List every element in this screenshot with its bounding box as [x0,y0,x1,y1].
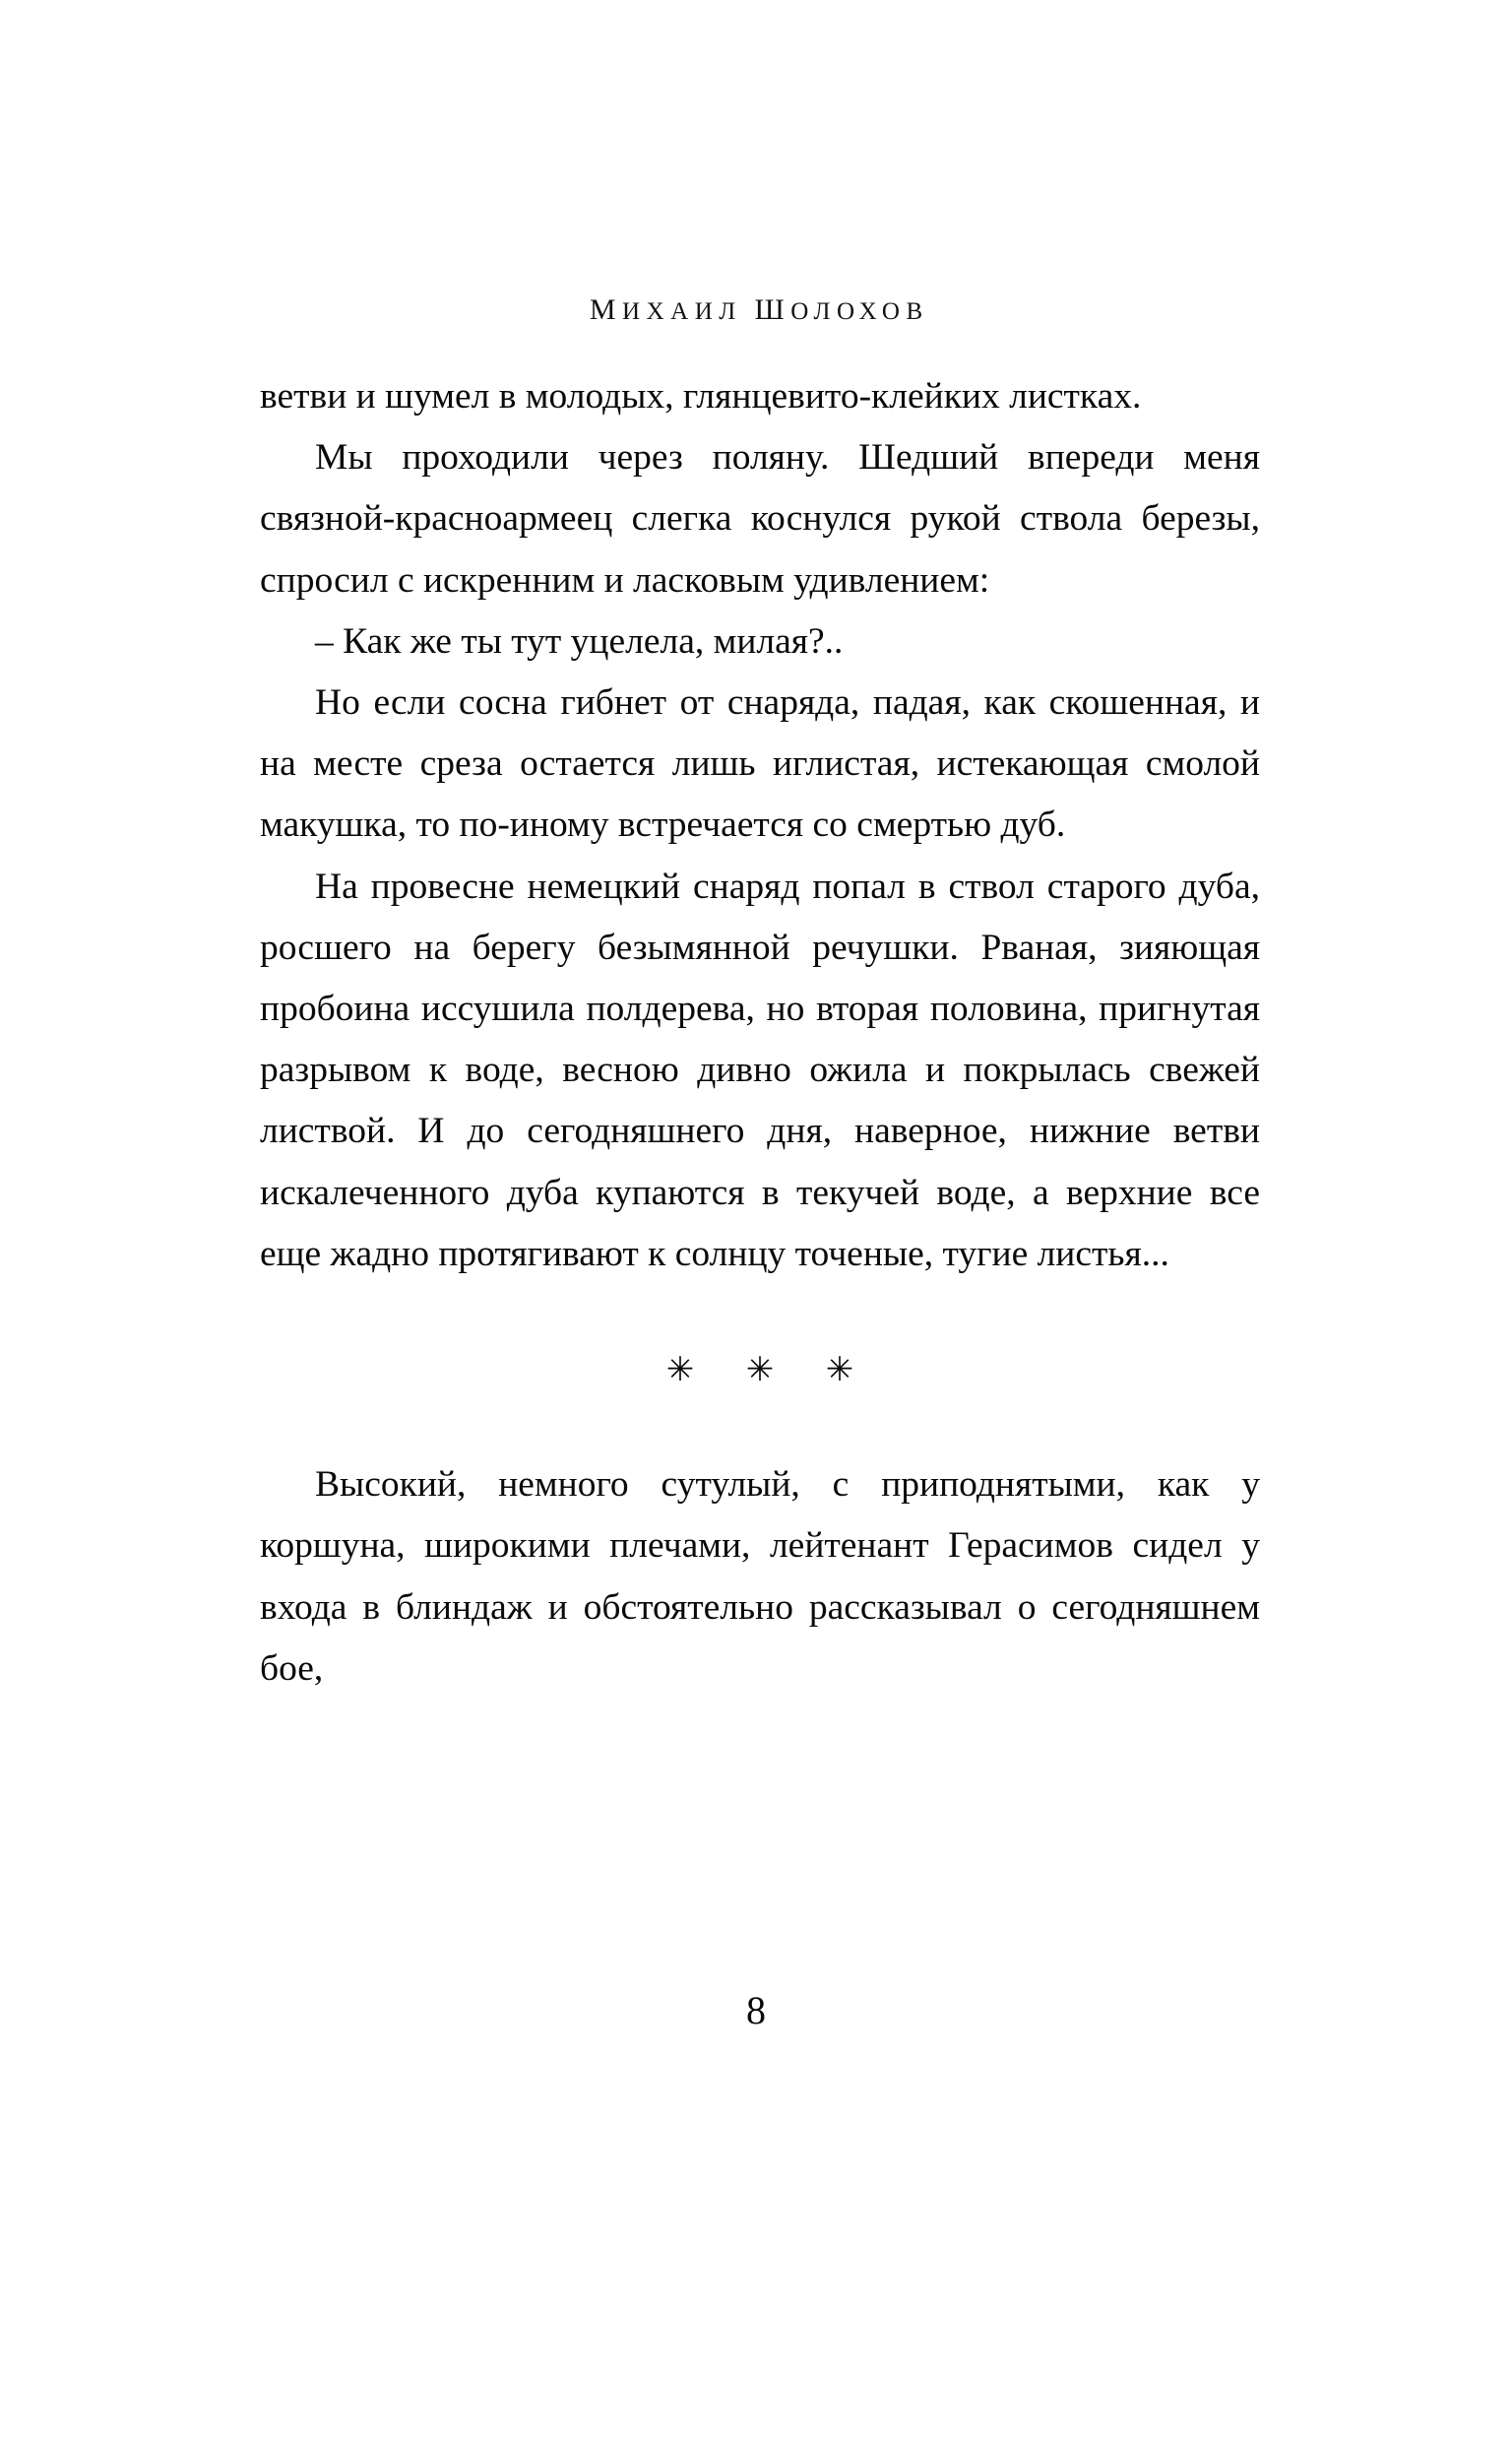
divider-space-above [260,1285,1260,1340]
text-column [260,366,1260,1700]
divider-space-below [260,1401,1260,1454]
paragraph-gerasimov: Высокий, немного сутулый, с приподнятыми, как у коршуна, широкими плечами, лейтенант Герасимов сидел у входа в блиндаж и обстоятельно рассказывал о сегодняшнем бое, [260,1464,1260,1689]
page-number: 8 [746,1988,766,2032]
paragraph-oak: На провесне немецкий снаряд попал в ствол старого дуба, росшего на берегу безымянной речушки. Рваная, зияющая пробоина иссушила полдерева, но вторая половина, пригнутая разрывом к воде, весною дивно ожила и покрылась свежей листвой. И до сегодняшнего дня, наверное, нижние ветви искалеченного дуба купаются в текучей воде, а верхние все еще жадно протягивают к солнцу точеные, тугие листья... [260,866,1260,1274]
running-head-text: МИХАИЛ ШОЛОХОВ [589,293,929,326]
paragraph-dialogue: – Как же ты тут уцелела, милая?.. [315,620,844,662]
section-divider-asterisks: ✳ ✳ ✳ [665,1352,876,1389]
running-head [0,295,1512,325]
paragraph-clearing: Мы проходили через поляну. Шедший впереди меня связной-красноармеец слегка коснулся рукой ствола березы, спросил с искренним и ласковым удивлением: [260,437,1260,601]
paragraph-pine: Но если сосна гибнет от снаряда, падая, как скошенная, и на месте среза остается лишь иглистая, истекающая смолой макушка, то по-иному встречается со смертью дуб. [260,682,1260,846]
paragraph-continuation: ветви и шумел в молодых, глянцевито-клейких листках. [260,376,1142,417]
